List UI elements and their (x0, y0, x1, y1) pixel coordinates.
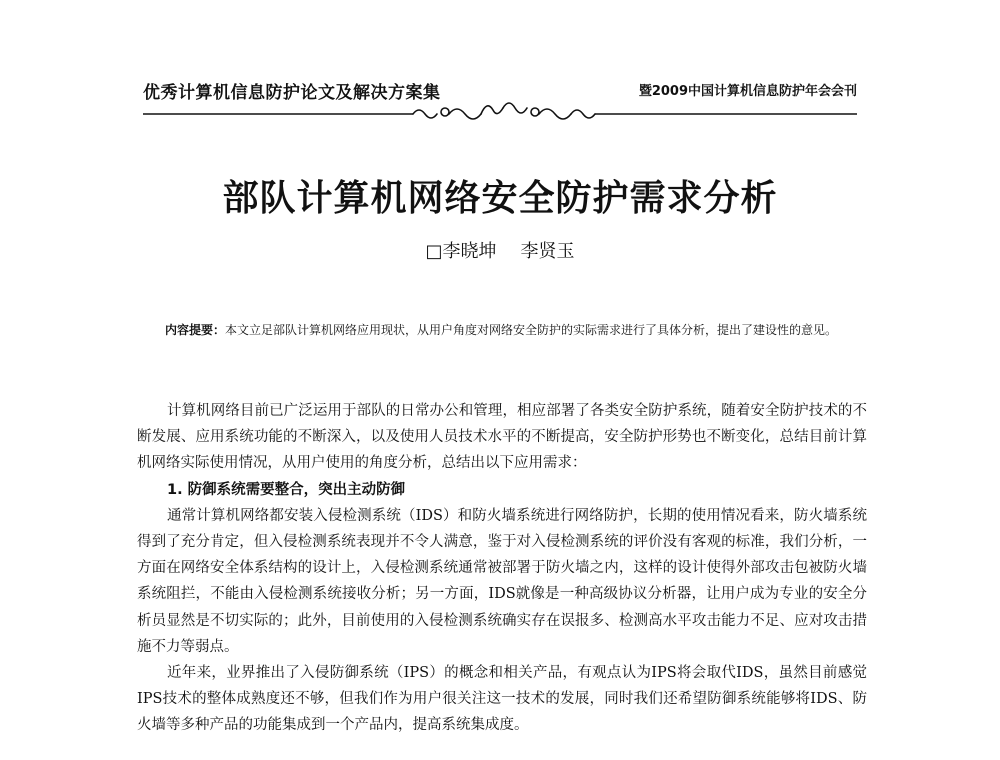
article-body (137, 398, 867, 739)
running-header-right: 暨2009中国计算机信息防护年会会刊 (638, 84, 857, 99)
article-title: 部队计算机网络安全防护需求分析 (222, 178, 778, 219)
abstract-label: 内容提要： (165, 323, 226, 337)
author-name: 李晓坤 (442, 241, 497, 262)
author-marker: □ (425, 241, 443, 262)
abstract-text: 本文立足部队计算机网络应用现状，从用户角度对网络安全防护的实际需求进行了具体分析，提出了建设性的意见。 (225, 323, 838, 337)
intro-paragraph: 计算机网络目前已广泛运用于部队的日常办公和管理，相应部署了各类安全防护系统，随着安全防护技术的不断发展、应用系统功能的不断深入，以及使用人员技术水平的不断提高，安全防护形势也不断变化，总结目前计算机网络实际使用情况，从用户使用的角度分析，总结出以下应用需求： (137, 403, 867, 472)
body-paragraph: 近年来，业界推出了入侵防御系统（IPS）的概念和相关产品，有观点认为IPS将会取代IDS，虽然目前感觉IPS技术的整体成熟度还不够，但我们作为用户很关注这一技术的发展，同时我们还希望防御系统能够将IDS、防火墙等多种产品的功能集成到一个产品内，提高系统集成度。 (137, 665, 867, 734)
running-header-left: 优秀计算机信息防护论文及解决方案集 (143, 83, 441, 103)
ornamental-divider (143, 100, 857, 124)
author-name: 李贤玉 (520, 241, 575, 262)
abstract (137, 316, 867, 344)
body-paragraph: 通常计算机网络都安装入侵检测系统（IDS）和防火墙系统进行网络防护，长期的使用情况看来，防火墙系统得到了充分肯定，但入侵检测系统表现并不令人满意，鉴于对入侵检测系统的评价没有客观的标准，我们分析，一方面在网络安全体系结构的设计上，入侵检测系统通常被部署于防火墙之内，这样的设计使得外部攻击包被防火墙系统阻拦，不能由入侵检测系统接收分析；另一方面，IDS就像是一种高级协议分析器，让用户成为专业的安全分析员显然是不切实际的；此外，目前使用的入侵检测系统确实存在误报多、检测高水平攻击能力不足、应对攻击措施不力等弱点。 (137, 507, 867, 655)
section-heading: 1. 防御系统需要整合，突出主动防御 (167, 481, 406, 498)
author-line (0, 237, 1000, 263)
